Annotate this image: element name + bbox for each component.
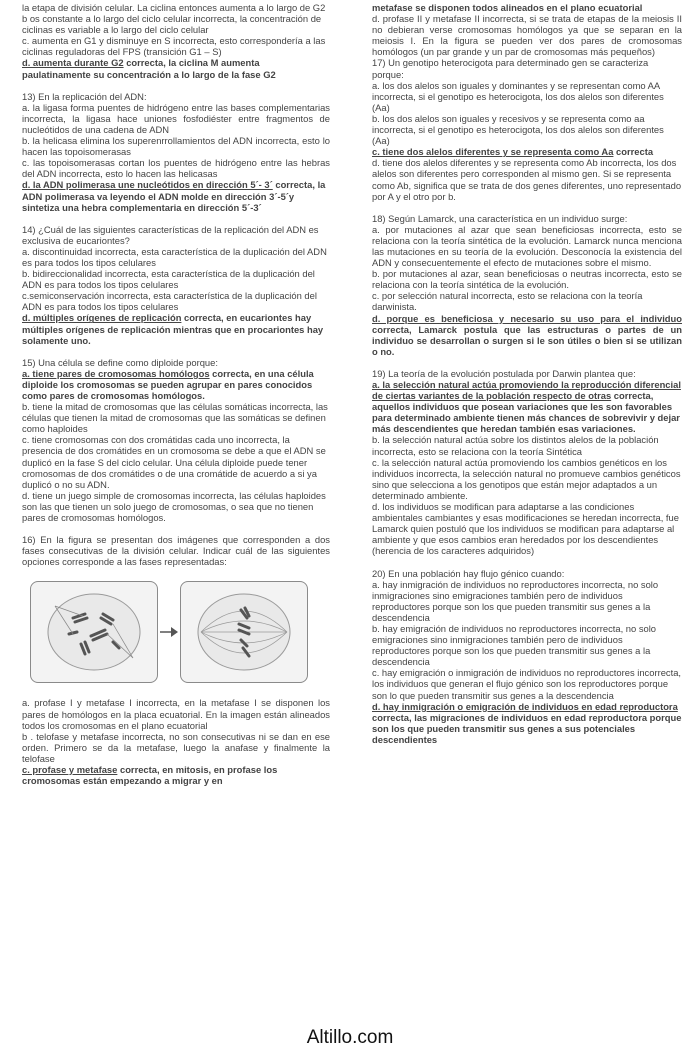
footer-watermark: Altillo.com [306, 1027, 394, 1048]
text-paragraph [22, 224, 330, 246]
right-arrow-icon [158, 625, 180, 639]
paragraph-gap [372, 557, 682, 568]
paragraph-text: la etapa de división celular. La ciclina entonces aumenta a lo largo de G2 [22, 2, 326, 13]
paragraph-text: c. aumenta en G1 y disminuye en S incorrecta, esto correspondería a las ciclinas reguladoras del FPS (transición G1 – S) [22, 35, 326, 58]
paragraph-text: 15) Una célula se define como diploide porque: [22, 356, 218, 368]
left-column [22, 2, 330, 786]
correct-answer-explanation: correcta, en una célula diploide los cromosomas se pueden agrupar en pares conocidos como pares de cromosomas homólogos. [22, 367, 314, 401]
text-paragraph [372, 501, 682, 556]
text-paragraph [22, 534, 330, 567]
paragraph-gap [22, 523, 330, 534]
paragraph-text: 20) En una población hay flujo génico cuando: [372, 567, 565, 579]
paragraph-text: c. la selección natural actúa promoviendo los cambios genéticos en los individuos incorrecta, la selección natural no promueve cambios genéticos sino que selecciona a los genotipos que están mejor adaptados a un determinado ambiente. [372, 456, 681, 501]
text-paragraph [22, 312, 330, 345]
paragraph-text: b. hay emigración de individuos no reproductores incorrecta, no solo emigraciones sino inmigraciones también pero de individuos reproductores porque son los que pueden transmitir sus genes a la descendencia [372, 622, 657, 668]
correct-answer-label: a. la selección natural actúa promoviendo la reproducción diferencial de ciertas variantes de la población respecto de otras [372, 379, 681, 402]
correct-answer-explanation: correcta, las migraciones de individuos en edad reproductora porque son los que pueden transmitir sus genes a sus potenciales descendientes [372, 711, 682, 745]
correct-answer-explanation: correcta [613, 146, 654, 158]
text-paragraph [22, 35, 330, 57]
paragraph-gap [372, 202, 682, 213]
text-paragraph [22, 401, 330, 434]
text-paragraph [372, 701, 682, 745]
text-paragraph [372, 290, 682, 312]
paragraph-text: 18) Según Lamarck, una característica en un individuo surge: [372, 212, 628, 224]
metaphase-cell-icon [180, 581, 308, 683]
paragraph-text: b. por mutaciones al azar, sean beneficiosas o neutras incorrecta, esto se relaciona con la teoría sintética de la evolución. [372, 268, 682, 291]
paragraph-text: a. hay inmigración de individuos no reproductores incorrecta, no solo inmigraciones sino emigraciones también pero de individuos reproductores porque son los que pueden transmitir sus genes a la descendencia [372, 578, 659, 623]
correct-answer-explanation: correcta, aquellos individuos que posean variaciones que les son favorables para determinado ambiente tienen más chances de sobrevivir y dejar más descendientes que heredan también esas variaciones. [372, 390, 680, 435]
correct-answer-explanation: correcta, en mitosis, en profase los cromosomas están empezando a migrar y en [22, 763, 278, 787]
paragraph-text: c. las topoisomerasas cortan los puentes de hidrógeno entre las hebras del ADN incorrecta, esto lo hacen las helicasas [22, 157, 330, 180]
correct-answer-label: d. la ADN polimerasa une nucleótidos en dirección 5´- 3´ [22, 179, 273, 191]
text-paragraph [22, 13, 330, 35]
correct-answer-label: a. tiene pares de cromosomas homólogos [22, 367, 210, 379]
paragraph-text: a. profase I y metafase I incorrecta, en la metafase I se disponen los pares de homólogos en la placa ecuatorial. En la imagen están alineados todos los cromosomas en el plano ecuatorial [22, 697, 330, 731]
text-paragraph [22, 268, 330, 290]
paragraph-text: c. por selección natural incorrecta, esto se relaciona con la teoría darwinista. [372, 290, 643, 313]
paragraph-text: 19) La teoría de la evolución postulada por Darwin plantea que: [372, 367, 636, 379]
correct-answer-explanation: metafase se disponen todos alineados en el plano ecuatorial [372, 2, 643, 13]
paragraph-text: b. los dos alelos son iguales y recesivos y se representa como aa incorrecta, si el genotipo es heterocigota, los dos alelos son diferentes (Aa) [372, 112, 664, 147]
text-paragraph [372, 579, 682, 623]
paragraph-text: b. la helicasa elimina los superenrrollamientos del ADN incorrecta, esto lo hacen las topoisomerasas [22, 135, 330, 158]
text-paragraph [22, 764, 330, 786]
paragraph-gap [22, 346, 330, 357]
paragraph-text: b os constante a lo largo del ciclo celular incorrecta, la concentración de ciclinas es variable a lo largo del ciclo celular [22, 13, 322, 36]
correct-answer-label: c. profase y metafase [22, 763, 118, 775]
paragraph-text: d. los individuos se modifican para adaptarse a las condiciones ambientales cambiantes y esas modificaciones se heredan incorrecta, fue Lamarck quien postuló que los individuos se modifican para adaptarse al ambiente y que esos cambios eran heredados por los descendientes (herencia de los caracteres adquiridos) [372, 501, 679, 557]
paragraph-text: d. profase II y metafase II incorrecta, si se trata de etapas de la meiosis II no debieran versе cromosomas homólogos ya que se separan en la meiosis I. En la figura se pueden ver dos pares de cromosomas homólogos (un par grande y un par de cromosomas más pequeños) [372, 13, 682, 58]
paragraph-text: b. tiene la mitad de cromosomas que las células somáticas incorrecta, las células que tienen la mitad de cromosomas que las somáticas se definen como haploides [22, 401, 328, 435]
paragraph-text: d. tiene dos alelos diferentes y se representa como Ab incorrecta, los dos alelos son diferentes pero corresponden al mismo gen. Si se representa como Ab, significa que se trata de dos genes diferentes, uno representado por A y el otro por b. [372, 157, 682, 202]
text-paragraph [22, 290, 330, 312]
paragraph-text: a. la ligasa forma puentes de hidrógeno entre las bases complementarias incorrecta, la ligasa hace uniones fosfodiéster entre fragmentos de nucleótidos de una cadena de ADN [22, 101, 330, 135]
text-paragraph [372, 213, 682, 224]
correct-answer-label: d. porque es beneficiosa y necesario su uso para el individuo [372, 312, 682, 324]
correct-answer-explanation: correcta, la ADN polimerasa va leyendo el ADN molde en dirección 3´-5´y sintetiza una hebra complementaria en dirección 5´-3´ [22, 179, 326, 213]
text-paragraph [372, 80, 682, 113]
paragraph-gap [22, 80, 330, 91]
correct-answer-label: d. múltiples orígenes de replicación [22, 312, 182, 324]
paragraph-text: 16) En la figura se presentan dos imágenes que corresponden a dos fases consecutivas de la división celular. Indicar cuál de las siguientes opciones corresponde a las fases representadas: [22, 534, 330, 568]
text-paragraph [372, 667, 682, 700]
text-paragraph [372, 57, 682, 79]
paragraph-text: b. bidireccionalidad incorrecta, esta característica de la duplicación del ADN es para todos los tipos celulares [22, 268, 315, 291]
correct-answer-label: c. tiene dos alelos diferentes y se representa como Aa [372, 146, 614, 158]
text-paragraph [22, 490, 330, 523]
text-paragraph [372, 157, 682, 201]
text-paragraph [22, 246, 330, 268]
text-paragraph [372, 368, 682, 379]
correct-answer-explanation: correcta, en eucariontes hay múltiples orígenes de replicación mientras que en procariontes hay solamente uno. [22, 312, 324, 346]
paragraph-text: a. los dos alelos son iguales y dominantes y se representan como AA incorrecta, si el genotipo es heterocigota, los dos alelos son diferentes (Aa) [372, 79, 664, 113]
text-paragraph [22, 179, 330, 212]
paragraph-text: a. por mutaciones al azar que sean beneficiosas incorrecta, esto se relaciona con la teoría sintética de la evolución. Lamarck nunca menciona las mutaciones en su teoría de la evolución. Desconocía la existencia del ADN y consecuentemente el efecto de mutaciones sobre el mismo. [372, 223, 682, 269]
paragraph-text: d. tiene un juego simple de cromosomas incorrecta, las células haploides son las que tienen un solo juego de cromosomas, o sea que no tienen pares de cromosomas homólogos. [22, 489, 326, 524]
text-paragraph [372, 379, 682, 434]
paragraph-text: b . telofase y metafase incorrecta, no son consecutivas ni se dan en ese orden. Primero se da la metafase, luego la anafase y finalmente la telofase [22, 730, 330, 764]
text-paragraph [372, 434, 682, 456]
paragraph-text: b. la selección natural actúa sobre los distintos alelos de la población incorrecta, esto se relaciona con la teoría Sintética [372, 434, 659, 457]
text-paragraph [372, 313, 682, 357]
paragraph-text: a. discontinuidad incorrecta, esta característica de la duplicación del ADN es para todos los tipos celulares [22, 245, 327, 268]
paragraph-text: 13) En la replicación del ADN: [22, 90, 147, 102]
text-paragraph [22, 57, 330, 79]
text-paragraph [22, 2, 330, 13]
paragraph-text: c.semiconservación incorrecta, esta característica de la duplicación del ADN es para todos los tipos celulares [22, 290, 317, 313]
cell-division-figure [30, 581, 330, 683]
text-paragraph [22, 697, 330, 730]
paragraph-text: 14) ¿Cuál de las siguientes características de la replicación del ADN es exclusiva de eucariontes? [22, 223, 319, 246]
text-paragraph [22, 368, 330, 401]
text-paragraph [372, 268, 682, 290]
text-paragraph [372, 13, 682, 57]
text-paragraph [372, 224, 682, 268]
text-paragraph [372, 568, 682, 579]
right-column [372, 2, 682, 745]
text-paragraph [22, 731, 330, 764]
correct-answer-explanation: correcta, Lamarck postula que las estructuras o partes de un individuo se desarrollan o surgen si le son útiles o bien si se utilizan o no. [372, 323, 682, 357]
text-paragraph [22, 157, 330, 179]
text-paragraph [22, 135, 330, 157]
paragraph-text: c. hay emigración o inmigración de individuos no reproductores incorrecta, los individuos que generan el flujo génico son los reproductores porque son lo que pueden transmitir sus genes a la descendencia [372, 667, 682, 701]
paragraph-text: c. tiene cromosomas con dos cromátidas cada uno incorrecta, la presencia de dos cromátides en un cromosoma se debe a que el ADN se duplicó en la fase S del ciclo celular. Una célula diploide puede tener cromosomas de dos cromátides o de una cromátide de acuerdo a si ya duplicó o no su ADN. [22, 434, 326, 490]
correct-answer-explanation: correcta, la ciclina M aumenta paulatinamente su concentración a lo largo de la fase G2 [22, 57, 276, 80]
paragraph-gap [372, 357, 682, 368]
correct-answer-label: d. aumenta durante G2 [22, 57, 124, 69]
correct-answer-label: d. hay inmigración o emigración de individuos en edad reproductora [372, 700, 678, 712]
paragraph-gap [22, 213, 330, 224]
text-paragraph [372, 623, 682, 667]
text-paragraph [22, 357, 330, 368]
text-paragraph [372, 457, 682, 501]
prophase-cell-icon [30, 581, 158, 683]
text-paragraph [22, 434, 330, 489]
text-paragraph [372, 113, 682, 146]
text-paragraph [372, 146, 682, 157]
text-paragraph [22, 91, 330, 102]
paragraph-text: 17) Un genotipo heterocigota para determinado gen se caracteriza porque: [372, 57, 649, 80]
text-paragraph [22, 102, 330, 135]
text-paragraph [372, 2, 682, 13]
